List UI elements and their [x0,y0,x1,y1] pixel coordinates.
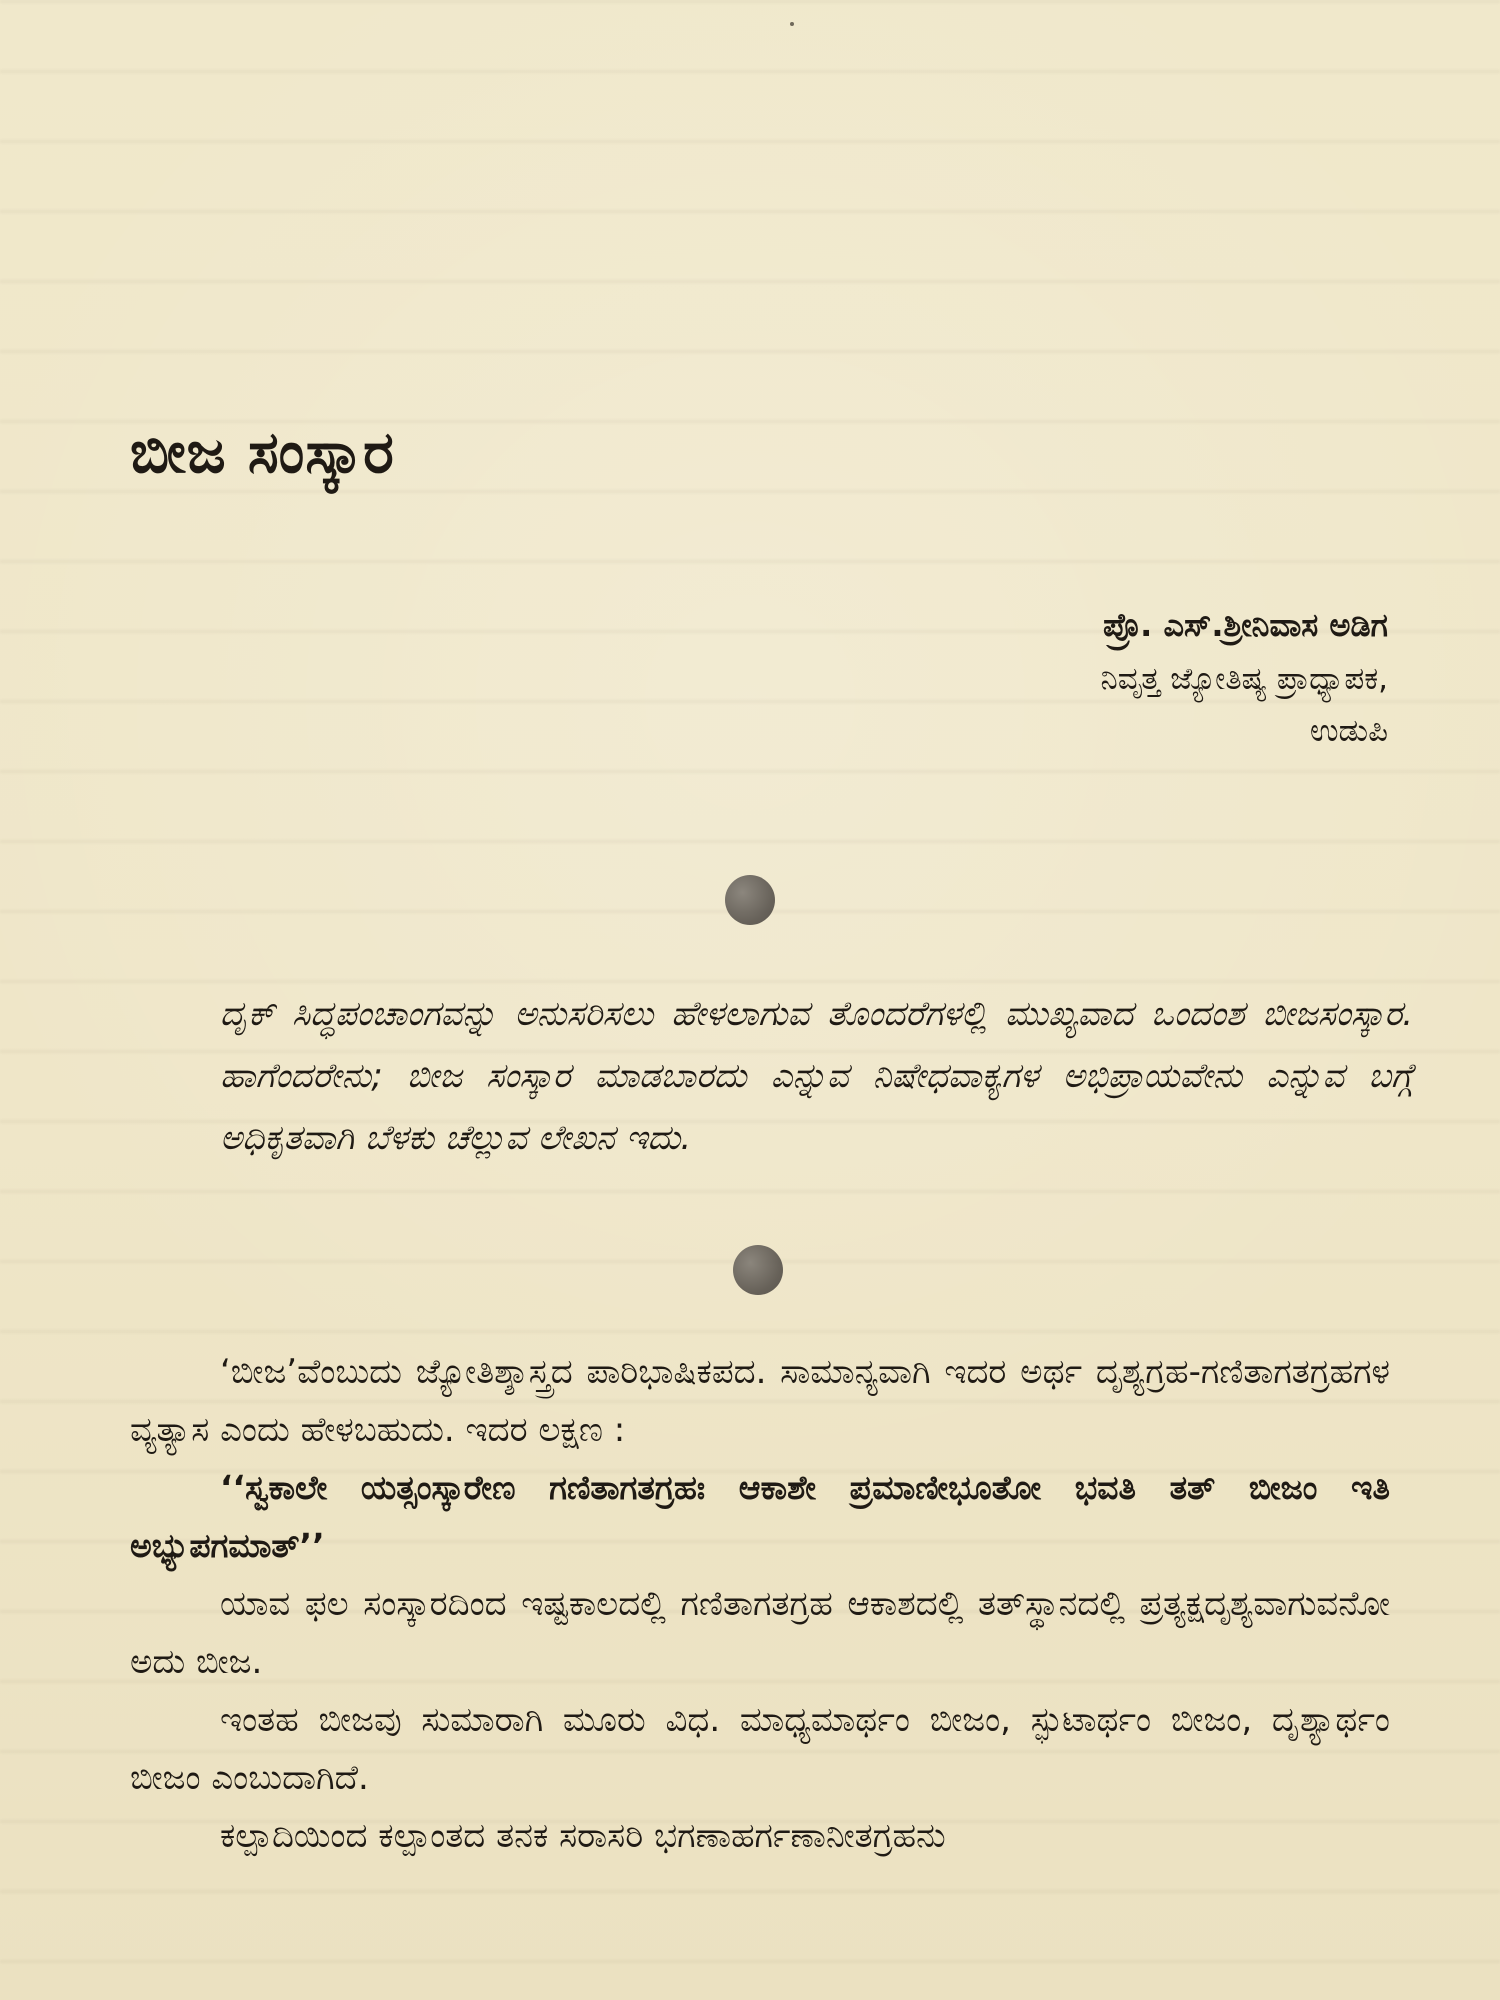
sanskrit-quote: ‘‘ಸ್ವಕಾಲೇ ಯತ್ಸಂಸ್ಕಾರೇಣ ಗಣಿತಾಗತಗ್ರಹಃ ಆಕಾಶೇ ಪ್ರಮಾಣೀಭೂತೋ ಭವತಿ ತತ್ ಬೀಜಂ ಇತಿ ಅಭ್ಯುಪಗಮಾತ್’’ [130,1468,1390,1565]
separator-dot [733,1245,783,1295]
separator-dot [725,875,775,925]
article-abstract: ದೃಕ್ ಸಿದ್ಧಪಂಚಾಂಗವನ್ನು ಅನುಸರಿಸಲು ಹೇಳಲಾಗುವ ತೊಂದರೆಗಳಲ್ಲಿ ಮುಖ್ಯವಾದ ಒಂದಂಶ ಬೀಜಸಂಸ್ಕಾರ. ಹಾಗೆಂದರೇನು; ಬೀಜ ಸಂಸ್ಕಾರ ಮಾಡಬಾರದು ಎನ್ನುವ ನಿಷೇಧವಾಕ್ಯಗಳ ಅಭಿಪ್ರಾಯವೇನು ಎನ್ನುವ ಬಗ್ಗೆ ಅಧಿಕೃತವಾಗಿ ಬೆಳಕು ಚೆಲ್ಲುವ ಲೇಖನ ಇದು. [220,994,1413,1158]
article-body [130,1343,1390,1865]
body-paragraph-1: ‘ಬೀಜ’ವೆಂಬುದು ಜ್ಯೋತಿಶ್ಶಾಸ್ತ್ರದ ಪಾರಿಭಾಷಿಕಪದ. ಸಾಮಾನ್ಯವಾಗಿ ಇದರ ಅರ್ಥ ದೃಶ್ಯಗ್ರಹ-ಗಣಿತಾಗತಗ್ರಹಗಳ ವ್ಯತ್ಯಾಸ ಎಂದು ಹೇಳಬಹುದು. ಇದರ ಲಕ್ಷಣ : [130,1352,1390,1450]
body-paragraph-2: ಯಾವ ಫಲ ಸಂಸ್ಕಾರದಿಂದ ಇಷ್ಟಕಾಲದಲ್ಲಿ ಗಣಿತಾಗತಗ್ರಹ ಆಕಾಶದಲ್ಲಿ ತತ್‌ಸ್ಥಾನದಲ್ಲಿ ಪ್ರತ್ಯಕ್ಷದೃಶ್ಯವಾಗುವನೋ ಅದು ಬೀಜ. [130,1584,1390,1682]
author-role: ನಿವೃತ್ತ ಜ್ಯೋತಿಷ್ಯ ಪ್ರಾಧ್ಯಾಪಕ, [1100,660,1388,697]
author-name: ಪ್ರೊ. ಎಸ್.ಶ್ರೀನಿವಾಸ ಅಡಿಗ [1103,606,1388,644]
body-paragraph-3: ಇಂತಹ ಬೀಜವು ಸುಮಾರಾಗಿ ಮೂರು ವಿಧ. ಮಾಧ್ಯಮಾರ್ಥಂ ಬೀಜಂ, ಸ್ಫುಟಾರ್ಥಂ ಬೀಜಂ, ದೃಶ್ಯಾರ್ಥಂ ಬೀಜಂ ಎಂಬುದಾಗಿದೆ. [130,1700,1390,1798]
body-paragraph-4: ಕಲ್ಪಾದಿಯಿಂದ ಕಲ್ಪಾಂತದ ತನಕ ಸರಾಸರಿ ಭಗಣಾಹರ್ಗಣಾನೀತಗ್ರಹನು [220,1816,946,1856]
article-title: ಬೀಜ ಸಂಸ್ಕಾರ [130,418,395,486]
author-block [1101,605,1388,751]
paper-speck [790,22,794,26]
author-place: ಉಡುಪಿ [1309,712,1388,749]
